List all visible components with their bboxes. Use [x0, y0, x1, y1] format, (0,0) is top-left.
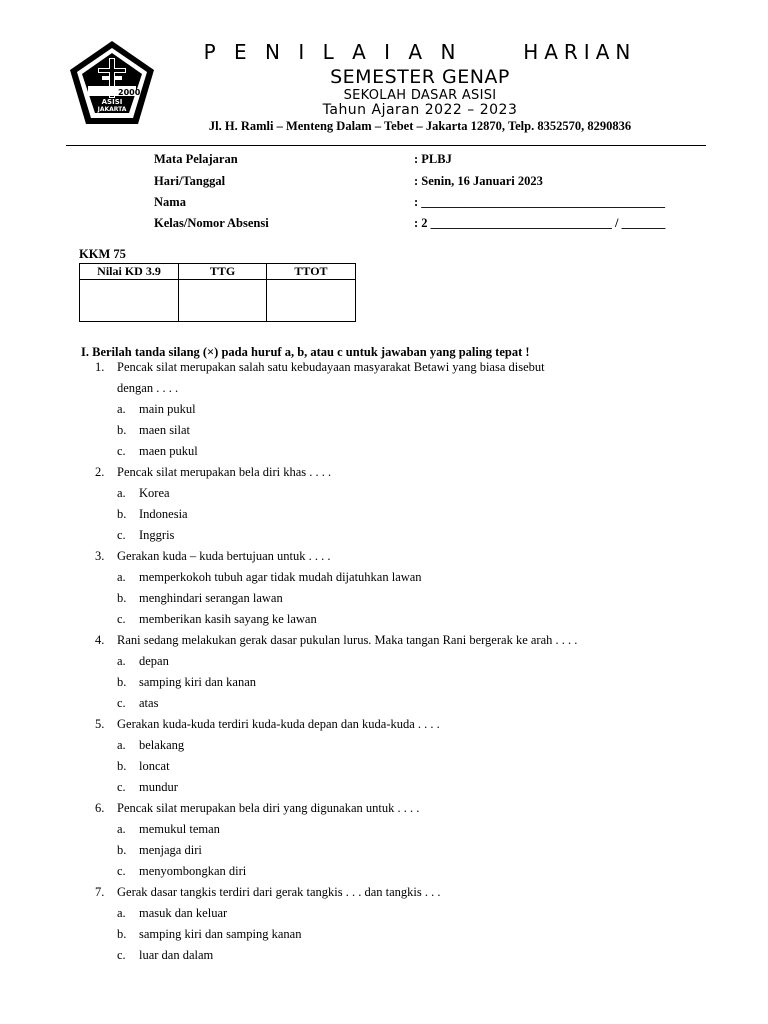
option-text: Indonesia [139, 507, 188, 521]
kkm-label: KKM 75 [79, 247, 126, 261]
option-text: depan [139, 654, 169, 668]
option-letter: a. [117, 402, 126, 416]
option-letter: c. [117, 444, 126, 458]
option-text: maen silat [139, 423, 191, 437]
option-text: mundur [139, 780, 178, 794]
logo-text-top: ASISI [101, 98, 123, 106]
question-text-continued: dengan . . . . [117, 381, 179, 395]
field-value-name: : _______________________________________ [414, 195, 666, 209]
field-label-class: Kelas/Nomor Absensi [154, 216, 269, 230]
score-header-ttot: TTOT [267, 264, 356, 280]
score-cell-kd [80, 280, 179, 322]
question-text: Pencak silat merupakan bela diri yang digunakan untuk . . . . [117, 801, 420, 815]
option-letter: b. [117, 675, 127, 689]
question-number: 2. [95, 465, 105, 479]
question-text: Gerakan kuda-kuda terdiri kuda-kuda depan dan kuda-kuda . . . . [117, 717, 440, 731]
option-text: memberikan kasih sayang ke lawan [139, 612, 317, 626]
score-cell-ttg [179, 280, 267, 322]
option-text: Inggris [139, 528, 175, 542]
option-text: menjaga diri [139, 843, 202, 857]
option-letter: a. [117, 822, 126, 836]
option-letter: b. [117, 591, 127, 605]
option-letter: c. [117, 612, 126, 626]
option-letter: c. [117, 780, 126, 794]
option-text: memukul teman [139, 822, 220, 836]
header-divider [66, 145, 706, 146]
score-table [79, 263, 356, 322]
option-text: Korea [139, 486, 170, 500]
logo-number: 2000 [118, 88, 141, 97]
score-cell-ttot [267, 280, 356, 322]
option-letter: b. [117, 423, 127, 437]
field-label-date: Hari/Tanggal [154, 174, 226, 188]
question-number: 4. [95, 633, 105, 647]
option-letter: a. [117, 906, 126, 920]
option-text: menyombongkan diri [139, 864, 247, 878]
option-letter: a. [117, 486, 126, 500]
option-text: luar dan dalam [139, 948, 214, 962]
score-header-ttg: TTG [179, 264, 267, 280]
option-letter: c. [117, 528, 126, 542]
option-letter: c. [117, 696, 126, 710]
option-text: maen pukul [139, 444, 198, 458]
option-letter: c. [117, 864, 126, 878]
option-letter: a. [117, 570, 126, 584]
field-value-class: : 2 _____________________________ / _______ [414, 216, 666, 230]
school-address: Jl. H. Ramli – Menteng Dalam – Tebet – Jakarta 12870, Telp. 8352570, 8290836 [208, 119, 632, 133]
option-letter: b. [117, 759, 127, 773]
option-text: loncat [139, 759, 170, 773]
option-text: samping kiri dan kanan [139, 675, 256, 689]
school-logo [66, 38, 158, 128]
question-number: 5. [95, 717, 105, 731]
question-text: Rani sedang melakukan gerak dasar pukulan lurus. Maka tangan Rani bergerak ke arah . . . . [117, 633, 578, 647]
question-text: Gerakan kuda – kuda bertujuan untuk . . . . [117, 549, 331, 563]
option-letter: c. [117, 948, 126, 962]
question-text: Gerak dasar tangkis terdiri dari gerak tangkis . . . dan tangkis . . . [117, 885, 441, 899]
option-letter: a. [117, 654, 126, 668]
page-title: P E N I L A I A N HARIAN [203, 40, 637, 64]
academic-year: Tahun Ajaran 2022 – 2023 [322, 102, 518, 118]
question-number: 1. [95, 360, 105, 374]
option-letter: b. [117, 507, 127, 521]
semester-title: SEMESTER GENAP [330, 66, 510, 88]
option-text: belakang [139, 738, 185, 752]
option-text: main pukul [139, 402, 196, 416]
field-value-date: : Senin, 16 Januari 2023 [414, 174, 543, 188]
option-letter: b. [117, 927, 127, 941]
question-number: 7. [95, 885, 105, 899]
option-text: menghindari serangan lawan [139, 591, 283, 605]
instruction: I. Berilah tanda silang (×) pada huruf a, b, atau c untuk jawaban yang paling tepat ! [81, 345, 530, 359]
option-letter: a. [117, 738, 126, 752]
question-number: 3. [95, 549, 105, 563]
option-text: samping kiri dan samping kanan [139, 927, 302, 941]
logo-text-bottom: JAKARTA [97, 106, 127, 113]
option-letter: b. [117, 843, 127, 857]
field-label-name: Nama [154, 195, 186, 209]
option-text: masuk dan keluar [139, 906, 228, 920]
question-text: Pencak silat merupakan bela diri khas . . . . [117, 465, 332, 479]
option-text: memperkokoh tubuh agar tidak mudah dijatuhkan lawan [139, 570, 422, 584]
question-text: Pencak silat merupakan salah satu kebudayaan masyarakat Betawi yang biasa disebut [117, 360, 545, 374]
field-label-subject: Mata Pelajaran [154, 152, 238, 166]
score-header-kd: Nilai KD 3.9 [80, 264, 179, 280]
option-text: atas [139, 696, 159, 710]
question-number: 6. [95, 801, 105, 815]
school-name: SEKOLAH DASAR ASISI [343, 88, 497, 103]
field-value-subject: : PLBJ [414, 152, 452, 166]
